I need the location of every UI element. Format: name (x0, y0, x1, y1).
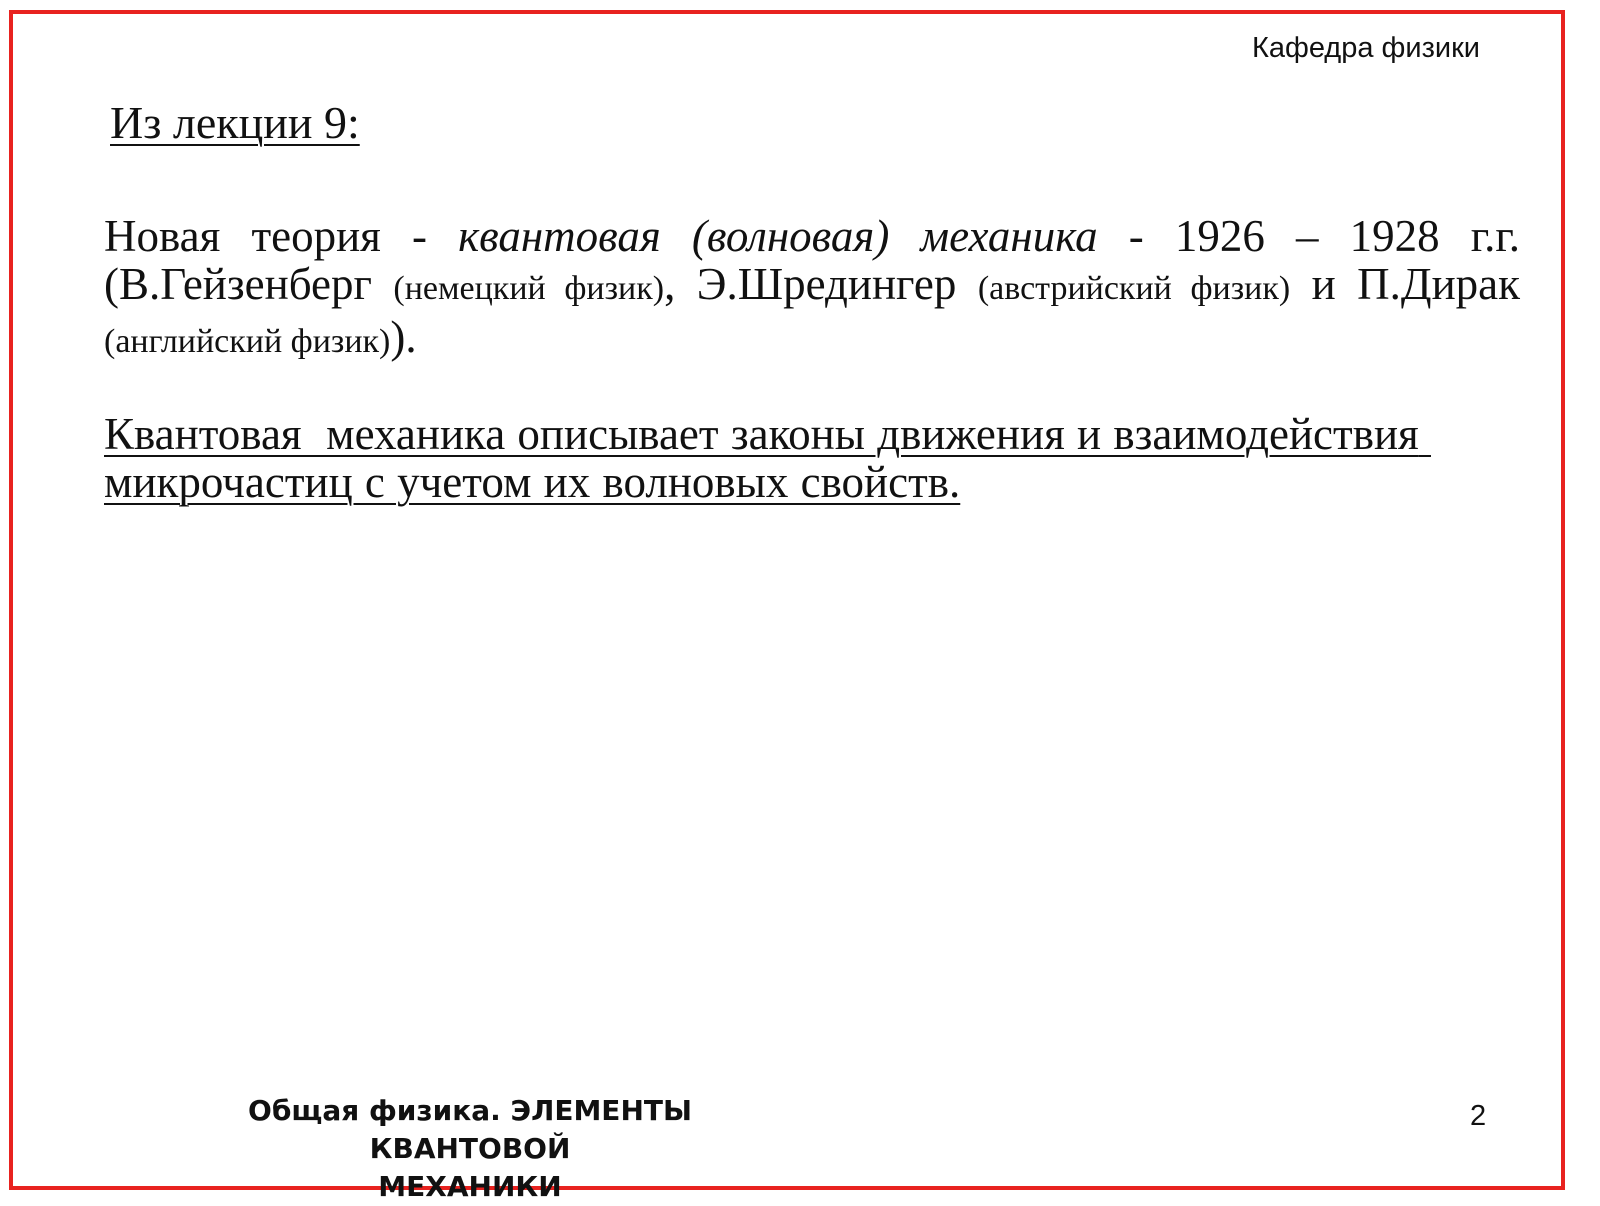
theory-text-3: - 1926 – 1928 г.г. (В.Гейзенберг (104, 211, 1520, 309)
slide-frame (9, 10, 1565, 1190)
footer-title-line-1: Общая физика. ЭЛЕМЕНТЫ КВАНТОВОЙ (248, 1094, 692, 1165)
footer-course-title (150, 1092, 790, 1206)
footer-title-line-2: МЕХАНИКИ (378, 1170, 562, 1203)
department-label: Кафедра физики (1251, 32, 1480, 64)
theory-text-1: Новая теория - (104, 211, 459, 261)
theory-term-italic: квантовая (волновая) механика (458, 211, 1098, 261)
dirac-nationality: (английский физик) (104, 323, 391, 360)
definition-paragraph: Квантовая механика описывает законы движения и взаимодействия микрочастиц с учетом их волновых свойств. (104, 409, 1431, 507)
lecture-reference-heading: Из лекции 9: (110, 97, 360, 148)
theory-text-5: , Э.Шредингер (664, 259, 978, 309)
heisenberg-nationality: (немецкий физик) (393, 270, 665, 307)
page-number: 2 (1470, 1100, 1487, 1132)
theory-text-9: ). (390, 312, 417, 362)
theory-paragraph (104, 212, 1520, 366)
schrodinger-nationality: (австрийский физик) (977, 270, 1291, 307)
theory-text-7: и П.Дирак (1290, 259, 1520, 309)
